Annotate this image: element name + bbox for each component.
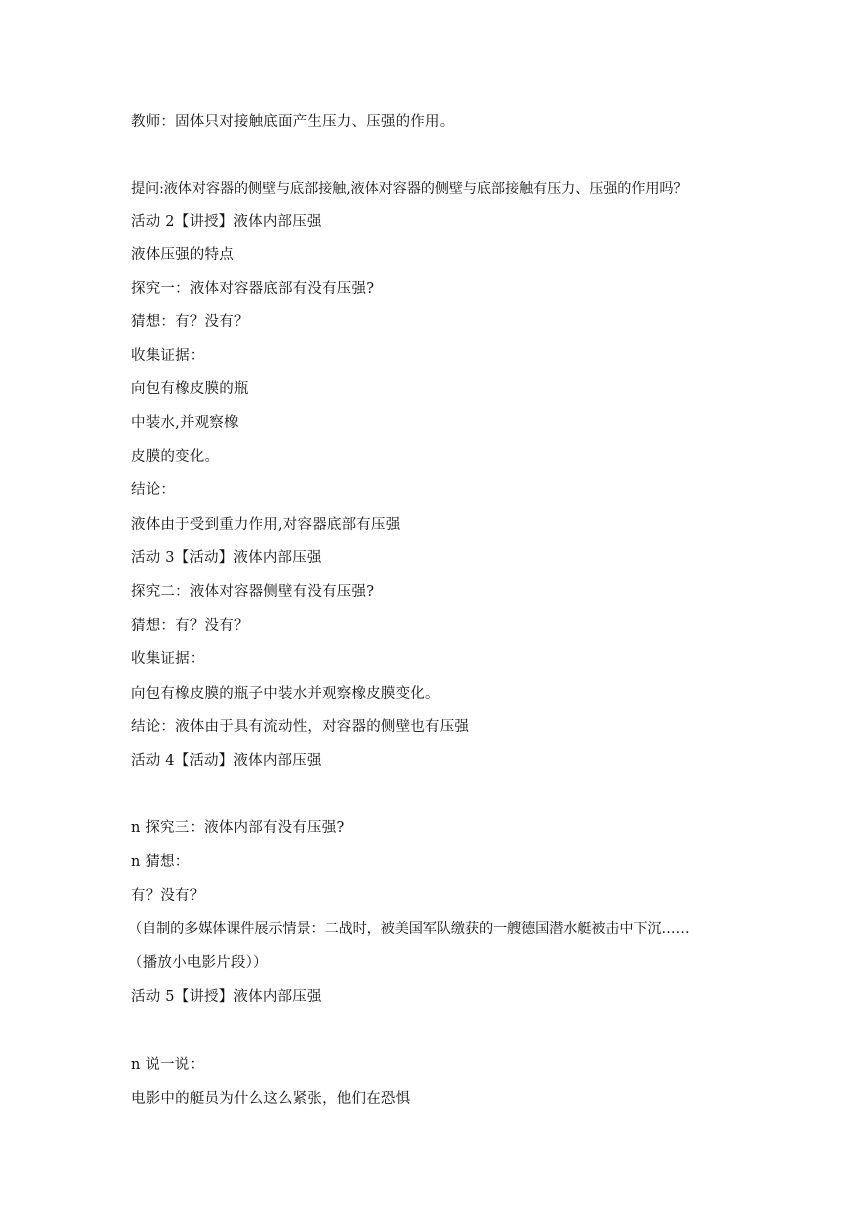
paragraph-guess-3-label: n 猜想： <box>131 854 190 870</box>
paragraph-explore-2: 探究二：液体对容器侧壁有没有压强? <box>131 584 375 600</box>
paragraph-question: 提问:液体对容器的侧壁与底部接触,液体对容器的侧壁与底部接触有压力、压强的作用吗？ <box>131 181 688 197</box>
paragraph-teacher-statement: 教师：固体只对接触底面产生压力、压强的作用。 <box>131 114 455 130</box>
paragraph-guess-1: 猜想：有？没有？ <box>131 314 249 330</box>
paragraph-guess-2: 猜想：有？没有？ <box>131 618 249 634</box>
paragraph-film-crew: 电影中的艇员为什么这么紧张，他们在恐惧 <box>131 1091 411 1107</box>
paragraph-guess-3: 有？没有？ <box>131 888 205 904</box>
paragraph-conclusion-1-label: 结论： <box>131 482 176 498</box>
paragraph-talk-about: n 说一说： <box>131 1057 205 1073</box>
paragraph-explore-3: n 探究三：液体内部有没有压强? <box>131 820 345 836</box>
heading-activity-2: 活动 2【讲授】液体内部压强 <box>131 214 322 230</box>
paragraph-evidence-1: 收集证据： <box>131 348 205 364</box>
paragraph-evidence-1-line2: 中装水,并观察橡 <box>131 415 239 431</box>
paragraph-evidence-2: 收集证据： <box>131 651 205 667</box>
paragraph-multimedia-scene: （自制的多媒体课件展示情景：二战时，被美国军队缴获的一艘德国潜水艇被击中下沉…… <box>128 921 690 937</box>
paragraph-evidence-1-line3: 皮膜的变化。 <box>131 449 220 465</box>
heading-activity-4: 活动 4【活动】液体内部压强 <box>131 753 322 769</box>
paragraph-explore-1: 探究一：液体对容器底部有没有压强? <box>131 281 375 297</box>
paragraph-conclusion-2: 结论：液体由于具有流动性，对容器的侧壁也有压强 <box>131 719 470 735</box>
heading-liquid-pressure-features: 液体压强的特点 <box>131 247 234 263</box>
paragraph-evidence-2-text: 向包有橡皮膜的瓶子中装水并观察橡皮膜变化。 <box>131 686 440 702</box>
paragraph-conclusion-1: 液体由于受到重力作用,对容器底部有压强 <box>131 517 401 533</box>
heading-activity-5: 活动 5【讲授】液体内部压强 <box>131 989 322 1005</box>
paragraph-evidence-1-line1: 向包有橡皮膜的瓶 <box>131 381 249 397</box>
heading-activity-3: 活动 3【活动】液体内部压强 <box>131 550 322 566</box>
paragraph-play-film: （播放小电影片段）） <box>128 955 268 971</box>
